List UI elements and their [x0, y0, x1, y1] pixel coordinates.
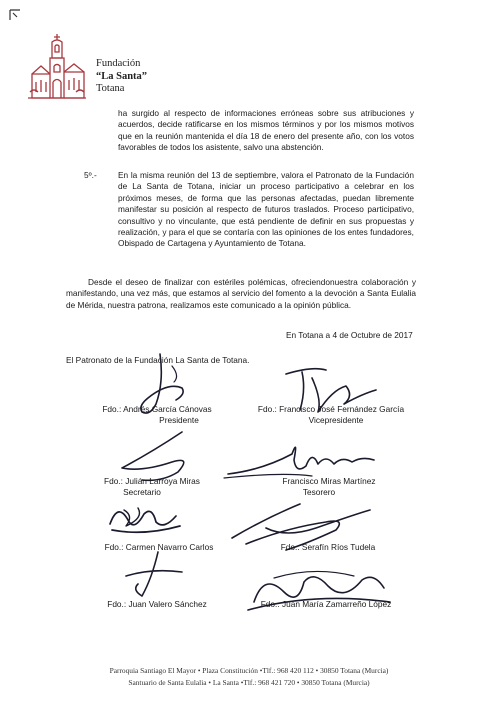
- signatory-name: Fdo.: Serafín Ríos Tudela: [280, 542, 376, 552]
- signature-block-2: [246, 404, 416, 427]
- corner-mark-icon: [8, 8, 22, 22]
- footer-line-1: Parroquia Santiago El Mayor • Plaza Constitución •Tlf.: 968 420 112 • 30850 Totana (Murcia): [109, 666, 389, 675]
- signature-block-4: [264, 476, 394, 499]
- org-line-2: “La Santa”: [96, 70, 148, 82]
- org-line-3: Totana: [96, 83, 125, 94]
- signatory-role: Vicepresidente: [308, 415, 364, 426]
- signatory-role: Presidente: [159, 415, 199, 426]
- paragraph-2-text: En la misma reunión del 13 de septiembre, valora el Patronato de la Fundación de La Santa de Totana, iniciar un proceso participativo a celebrar en los próximos meses, de forma que las personas afectadas, puedan libremente manifestar su posición al respecto de futuros traslados. Proceso participativo, consultivo y no vinculante, que está pendiente de definir en sus propuestas y realización, y para el que se contaría con las opiniones de los entes fundadores, Obispado de Cartagena y Ayuntamiento de Totana.: [118, 170, 414, 249]
- signatory-name: Fdo.: Francisco José Fernández García: [257, 404, 405, 414]
- signature-block-7: [92, 599, 222, 610]
- signatory-role: Secretario: [123, 487, 161, 498]
- signatory-name: Fdo.: Andrés García Cánovas: [102, 404, 212, 414]
- paragraph-3: Desde el deseo de finalizar con estériles polémicas, ofreciendonuestra colaboración y manifestando, una vez más, que estamos al servicio del fomento a la devoción a Santa Eulalia de Mérida, nuestra patrona, realizamos este comunicado a la opinión pública.: [66, 277, 416, 310]
- signatory-role: Tesorero: [302, 487, 336, 498]
- signatories-intro: El Patronato de la Fundación La Santa de Totana.: [66, 355, 250, 365]
- signature-scribble-5-icon: [104, 496, 184, 540]
- signature-block-5: [94, 542, 224, 553]
- signatory-name: Fdo.: Carmen Navarro Carlos: [104, 542, 214, 552]
- church-logo-icon: [26, 32, 88, 102]
- paragraph-1: ha surgido al respecto de informaciones erróneas sobre sus atribuciones y acuerdos, decide ratificarse en los mismos términos y por los mismos motivos que en la reunión mantenida el día 18 de enero del presente año, con los votos favorables de todos los asistente, salvo una abstención.: [118, 108, 414, 153]
- paragraph-2: [84, 170, 414, 250]
- org-line-1: Fundación: [96, 58, 141, 69]
- signature-scribble-7-icon: [112, 550, 192, 600]
- paragraph-2-number: 5º.-: [84, 170, 97, 180]
- signature-block-6: [268, 542, 388, 553]
- footer-line-2: Santuario de Santa Eulalia • La Santa •Tlf.: 968 421 720 • 30850 Totana (Murcia): [128, 678, 370, 687]
- signatory-name: Fdo.: Juan María Zamarreño López: [260, 599, 392, 609]
- signature-block-1: [92, 404, 222, 427]
- foundation-name: [96, 58, 147, 96]
- signatory-name: Fdo.: Julián Larroya Miras: [104, 476, 200, 486]
- signature-scribble-4-icon: [222, 430, 382, 482]
- signature-block-8: [246, 599, 406, 610]
- signatory-name: Francisco Miras Martínez: [282, 476, 376, 486]
- signature-block-3: [92, 476, 212, 499]
- date-line: En Totana a 4 de Octubre de 2017: [286, 330, 413, 340]
- signatory-name: Fdo.: Juan Valero Sánchez: [107, 599, 207, 609]
